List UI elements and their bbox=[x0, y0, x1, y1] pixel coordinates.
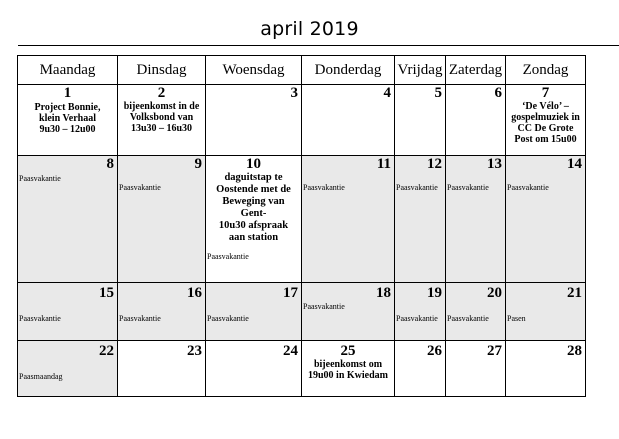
weekday-saturday: Zaterdag bbox=[446, 56, 506, 85]
day-number: 13 bbox=[487, 156, 502, 172]
day-cell-24[interactable] bbox=[206, 341, 302, 397]
day-number: 25 bbox=[340, 343, 356, 359]
day-cell-7[interactable] bbox=[506, 85, 586, 156]
weekday-wednesday: Woensdag bbox=[206, 56, 302, 85]
day-cell-21[interactable] bbox=[506, 283, 586, 341]
day-cell-5[interactable] bbox=[395, 85, 446, 156]
day-number: 2 bbox=[157, 85, 166, 101]
day-number: 6 bbox=[494, 85, 502, 101]
day-number: 23 bbox=[187, 343, 202, 359]
day-event: ‘De Vélo’ – gospelmuziek in CC De Grote Post om 15u00 bbox=[511, 101, 580, 145]
day-number: 28 bbox=[567, 343, 582, 359]
day-event: Project Bonnie, klein Verhaal 9u30 – 12u00 bbox=[34, 102, 101, 135]
day-number: 12 bbox=[427, 156, 442, 172]
day-number: 4 bbox=[383, 85, 391, 101]
day-number: 9 bbox=[194, 156, 202, 172]
day-number: 15 bbox=[99, 285, 114, 301]
calendar-grid bbox=[17, 55, 586, 397]
weekday-tuesday: Dinsdag bbox=[118, 56, 206, 85]
weekday-friday: Vrijdag bbox=[395, 56, 446, 85]
day-number: 22 bbox=[99, 343, 114, 359]
day-cell-28[interactable] bbox=[506, 341, 586, 397]
day-cell-4[interactable] bbox=[302, 85, 395, 156]
day-note: Paasvakantie bbox=[119, 314, 161, 323]
day-cell-2[interactable] bbox=[118, 85, 206, 156]
day-note: Paasvakantie bbox=[207, 314, 249, 323]
day-number: 20 bbox=[487, 285, 502, 301]
day-cell-13[interactable] bbox=[446, 156, 506, 283]
day-number: 11 bbox=[376, 156, 391, 172]
day-event: bijeenkomst om 19u00 in Kwiedam bbox=[307, 359, 388, 381]
day-cell-26[interactable] bbox=[395, 341, 446, 397]
day-cell-3[interactable] bbox=[206, 85, 302, 156]
day-note: Paasvakantie bbox=[303, 302, 345, 311]
day-cell-9[interactable] bbox=[118, 156, 206, 283]
day-note: Paasvakantie bbox=[447, 183, 489, 192]
day-note: Paasvakantie bbox=[396, 314, 438, 323]
weekday-monday: Maandag bbox=[18, 56, 118, 85]
day-cell-14[interactable] bbox=[506, 156, 586, 283]
day-cell-15[interactable] bbox=[18, 283, 118, 341]
day-number: 19 bbox=[427, 285, 442, 301]
day-cell-27[interactable] bbox=[446, 341, 506, 397]
day-number: 26 bbox=[427, 343, 442, 359]
day-cell-10[interactable] bbox=[206, 156, 302, 283]
day-note: Pasen bbox=[507, 314, 526, 323]
day-number: 8 bbox=[106, 156, 114, 172]
day-note: Paasvakantie bbox=[119, 183, 161, 192]
day-number: 18 bbox=[376, 285, 391, 301]
day-number: 7 bbox=[541, 85, 550, 101]
day-cell-22[interactable] bbox=[18, 341, 118, 397]
week-row-1 bbox=[18, 85, 586, 156]
day-cell-20[interactable] bbox=[446, 283, 506, 341]
day-note: Paasvakantie bbox=[19, 174, 61, 183]
day-note: Paasvakantie bbox=[303, 183, 345, 192]
day-cell-25[interactable] bbox=[302, 341, 395, 397]
day-event: daguitstap te Oostende met de Beweging van Gent- 10u30 afspraak aan station bbox=[216, 172, 291, 243]
day-number: 5 bbox=[434, 85, 442, 101]
day-number: 3 bbox=[290, 85, 298, 101]
day-number: 14 bbox=[567, 156, 582, 172]
weekday-thursday: Donderdag bbox=[302, 56, 395, 85]
day-note: Paasvakantie bbox=[19, 314, 61, 323]
day-cell-12[interactable] bbox=[395, 156, 446, 283]
day-cell-18[interactable] bbox=[302, 283, 395, 341]
day-number: 24 bbox=[283, 343, 298, 359]
day-cell-8[interactable] bbox=[18, 156, 118, 283]
day-number: 17 bbox=[283, 285, 298, 301]
day-cell-16[interactable] bbox=[118, 283, 206, 341]
day-cell-6[interactable] bbox=[446, 85, 506, 156]
week-row-2 bbox=[18, 156, 586, 283]
week-row-4 bbox=[18, 341, 586, 397]
weekday-header-row bbox=[18, 56, 586, 85]
day-cell-1[interactable] bbox=[18, 85, 118, 156]
day-number: 21 bbox=[567, 285, 582, 301]
day-cell-19[interactable] bbox=[395, 283, 446, 341]
calendar-title: april 2019 bbox=[260, 18, 359, 40]
week-row-3 bbox=[18, 283, 586, 341]
day-number: 1 bbox=[63, 85, 72, 101]
day-note: Paasmaandag bbox=[19, 372, 63, 381]
day-cell-11[interactable] bbox=[302, 156, 395, 283]
day-cell-17[interactable] bbox=[206, 283, 302, 341]
day-note: Paasvakantie bbox=[447, 314, 489, 323]
day-number: 16 bbox=[187, 285, 202, 301]
day-note: Paasvakantie bbox=[207, 252, 249, 261]
weekday-sunday: Zondag bbox=[506, 56, 586, 85]
day-number: 10 bbox=[246, 156, 261, 172]
day-note: Paasvakantie bbox=[396, 183, 438, 192]
day-note: Paasvakantie bbox=[507, 183, 549, 192]
day-cell-23[interactable] bbox=[118, 341, 206, 397]
title-rule bbox=[18, 45, 619, 46]
day-event: bijeenkomst in de Volksbond van 13u30 – 16u30 bbox=[123, 101, 200, 134]
day-number: 27 bbox=[487, 343, 502, 359]
